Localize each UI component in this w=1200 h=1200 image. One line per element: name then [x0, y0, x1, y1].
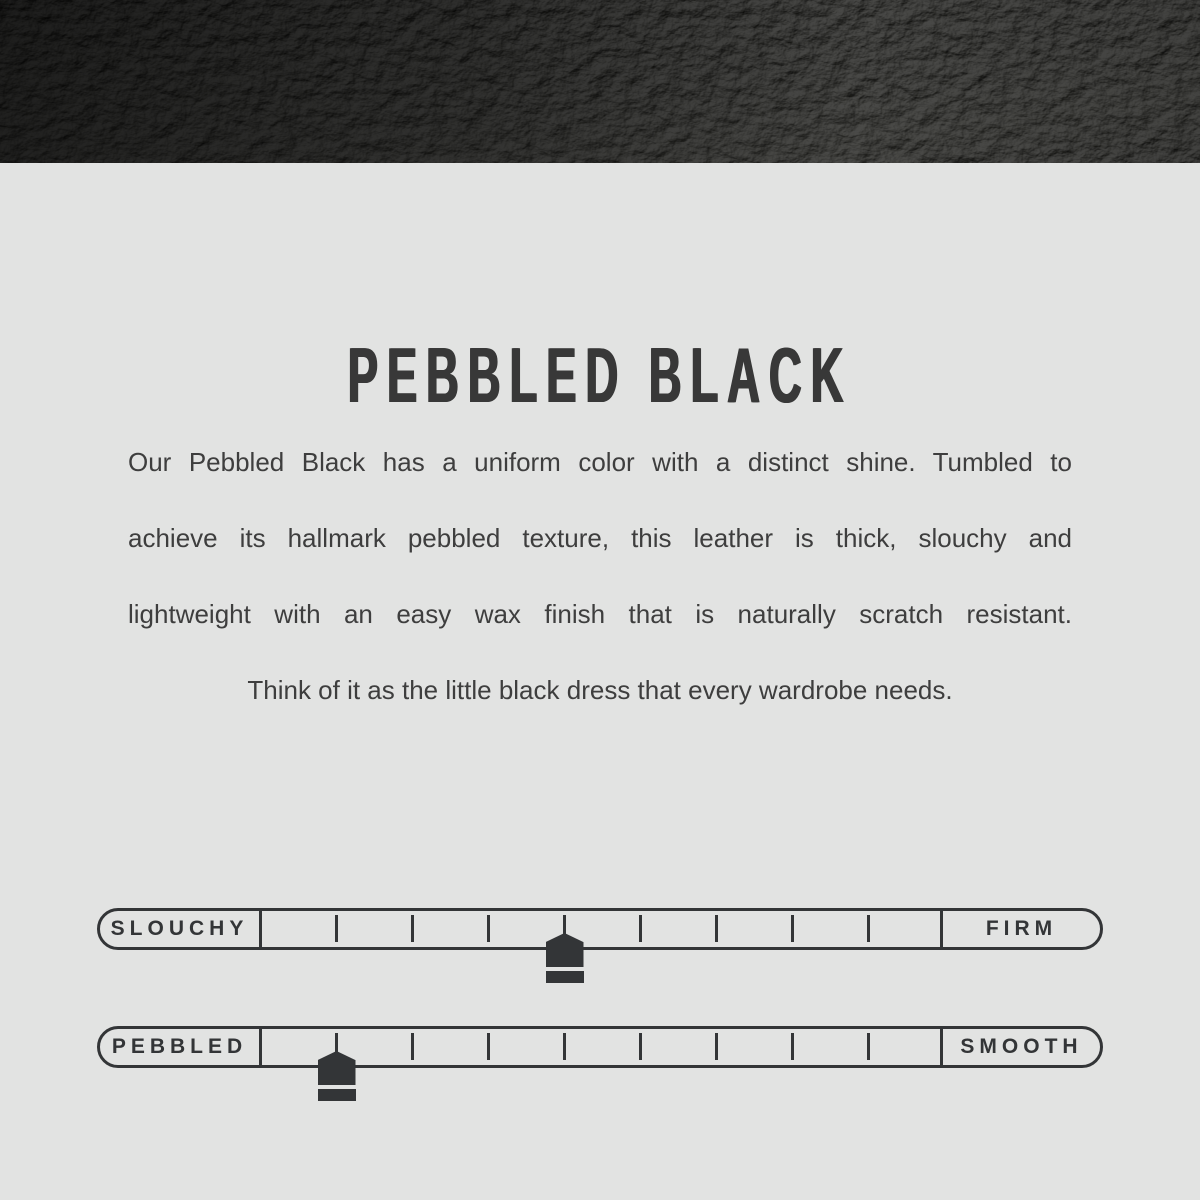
scale-tick	[335, 1033, 338, 1060]
description-line: Think of it as the little black dress that every wardrobe needs.	[247, 675, 953, 705]
scale-tick	[411, 915, 414, 942]
scale-right-label: FIRM	[985, 917, 1058, 940]
scale-pill	[97, 1026, 1103, 1068]
scale-tick	[639, 1033, 642, 1060]
page-title: PEBBLED BLACK	[347, 331, 853, 420]
scale-divider	[259, 1026, 262, 1068]
scale-tick	[791, 1033, 794, 1060]
scale-tick	[639, 915, 642, 942]
scale-tick	[715, 915, 718, 942]
scale-tick	[867, 915, 870, 942]
scale-slouchy-firm	[97, 908, 1103, 950]
scale-right-label: SMOOTH	[960, 1035, 1083, 1058]
scale-tick	[411, 1033, 414, 1060]
scale-tick	[715, 1033, 718, 1060]
scale-tick	[487, 1033, 490, 1060]
scale-tick	[487, 915, 490, 942]
marker-bar	[546, 971, 584, 983]
description-line: Our Pebbled Black has a uniform color with a distinct shine. Tumbled to	[128, 447, 1072, 477]
scale-tick	[335, 915, 338, 942]
scale-tick	[563, 1033, 566, 1060]
leather-texture-image	[0, 0, 1200, 163]
scale-pill	[97, 908, 1103, 950]
scale-left-label: PEBBLED	[111, 1035, 248, 1058]
scale-divider	[259, 908, 262, 950]
scale-tick	[867, 1033, 870, 1060]
description-line: lightweight with an easy wax finish that is naturally scratch resistant.	[128, 599, 1072, 629]
scale-tick	[791, 915, 794, 942]
scale-pebbled-smooth	[97, 1026, 1103, 1068]
scale-left-label: SLOUCHY	[110, 917, 249, 940]
description-line: achieve its hallmark pebbled texture, this leather is thick, slouchy and	[128, 523, 1072, 553]
product-description	[128, 424, 1072, 728]
scale-tick	[563, 915, 566, 942]
marker-bar	[318, 1089, 356, 1101]
